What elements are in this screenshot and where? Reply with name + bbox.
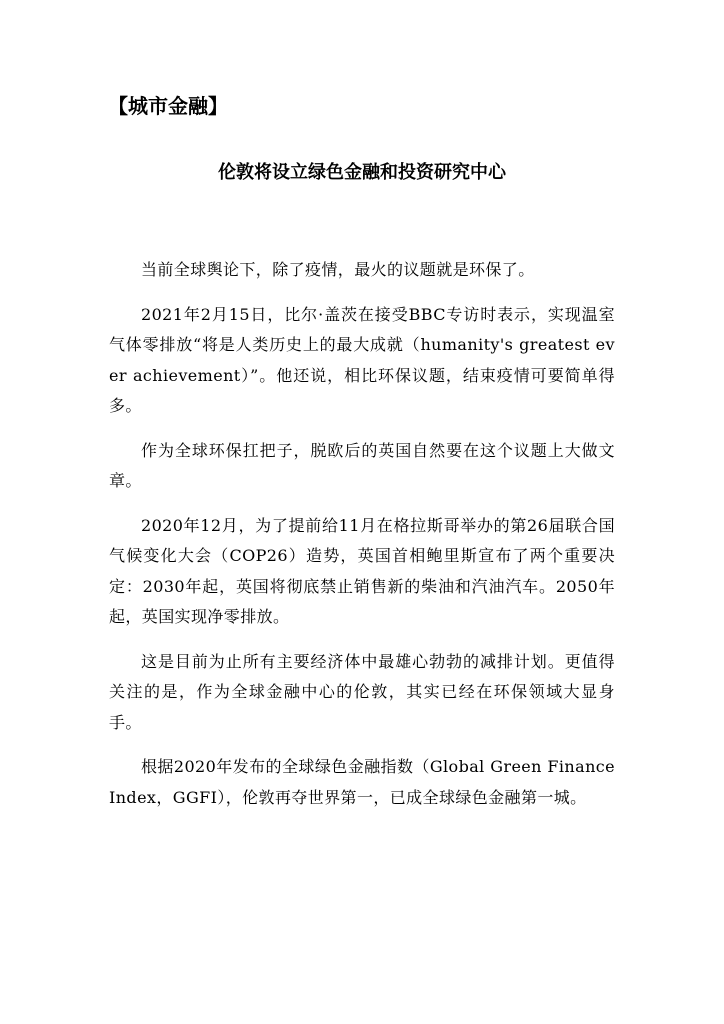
paragraph: 根据2020年发布的全球绿色金融指数（Global Green Finance Index，GGFI），伦敦再夺世界第一，已成全球绿色金融第一城。	[109, 757, 615, 807]
section-tag: 【城市金融】	[108, 94, 228, 118]
paragraph: 作为全球环保扛把子，脱欧后的英国自然要在这个议题上大做文章。	[109, 440, 615, 490]
paragraph: 2021年2月15日，比尔·盖茨在接受BBC专访时表示，实现温室气体零排放“将是人类历史上的最大成就（humanity's greatest ever achievement）”。他还说，相比环保议题，结束疫情可要简单得多。	[109, 304, 615, 415]
paragraph: 2020年12月，为了提前给11月在格拉斯哥举办的第26届联合国气候变化大会（COP26）造势，英国首相鲍里斯宣布了两个重要决定：2030年起，英国将彻底禁止销售新的柴油和汽油汽车。2050年起，英国实现净零排放。	[109, 515, 615, 626]
document-title: 伦敦将设立绿色金融和投资研究中心	[218, 162, 506, 183]
document-body	[109, 255, 615, 827]
paragraph: 这是目前为止所有主要经济体中最雄心勃勃的减排计划。更值得关注的是，作为全球金融中心的伦敦，其实已经在环保领域大显身手。	[109, 651, 615, 732]
paragraph: 当前全球舆论下，除了疫情，最火的议题就是环保了。	[141, 260, 535, 279]
